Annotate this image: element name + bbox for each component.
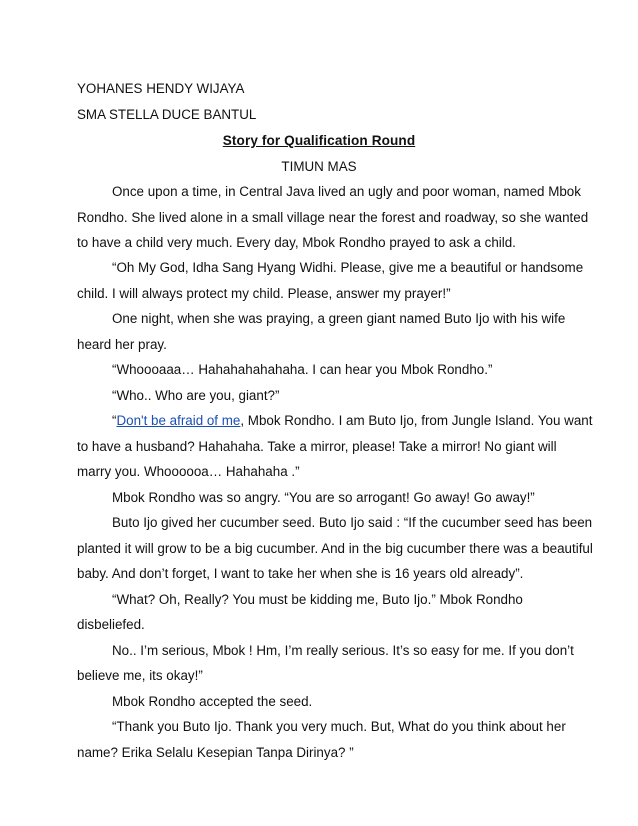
school-name: SMA STELLA DUCE BANTUL — [77, 107, 257, 122]
story-title: TIMUN MAS — [281, 159, 357, 174]
paragraph-line: Buto Ijo gived her cucumber seed. Buto Ijo said : “If the cucumber seed has been — [112, 515, 593, 530]
paragraph-line: to have a husband? Hahahaha. Take a mirror, please! Take a mirror! No giant will — [77, 439, 557, 454]
author-name: YOHANES HENDY WIJAYA — [77, 81, 245, 96]
paragraph-line: to have a child very much. Every day, Mbok Rondho prayed to ask a child. — [77, 235, 516, 250]
paragraph-line: Mbok Rondho was so angry. “You are so arrogant! Go away! Go away!” — [112, 490, 535, 505]
paragraph-line — [112, 413, 592, 429]
paragraph-line: Mbok Rondho accepted the seed. — [112, 694, 313, 709]
paragraph-line: believe me, its okay!” — [77, 668, 203, 683]
paragraph-line: child. I will always protect my child. Please, answer my prayer!” — [77, 286, 451, 301]
paragraph-line: “Who.. Who are you, giant?” — [112, 388, 280, 403]
paragraph-line: disbeliefed. — [77, 617, 145, 632]
paragraph-line: heard her pray. — [77, 337, 167, 352]
paragraph-line: name? Erika Selalu Kesepian Tanpa Dirinya? ” — [77, 745, 354, 760]
paragraph-line: “What? Oh, Really? You must be kidding me, Buto Ijo.” Mbok Rondho — [112, 592, 523, 607]
paragraph-line: Rondho. She lived alone in a small village near the forest and roadway, so she wanted — [77, 210, 589, 225]
line-continuation: , Mbok Rondho. I am Buto Ijo, from Jungle Island. You want — [240, 413, 593, 428]
paragraph-line: “Oh My God, Idha Sang Hyang Widhi. Please, give me a beautiful or handsome — [112, 260, 584, 275]
paragraph-line: Once upon a time, in Central Java lived an ugly and poor woman, named Mbok — [112, 184, 581, 199]
paragraph-line: planted it will grow to be a big cucumber. And in the big cucumber there was a beautiful — [77, 541, 593, 556]
document-title: Story for Qualification Round — [222, 133, 416, 148]
paragraph-line: baby. And don’t forget, I want to take her when she is 16 years old already”. — [77, 566, 524, 581]
paragraph-line: No.. I’m serious, Mbok ! Hm, I’m really serious. It’s so easy for me. If you don’t — [112, 643, 574, 658]
paragraph-line: “Thank you Buto Ijo. Thank you very much. But, What do you think about her — [112, 719, 566, 734]
paragraph-line: marry you. Whoooooa… Hahahaha .” — [77, 464, 300, 479]
paragraph-line: “Whoooaaa… Hahahahahahaha. I can hear you Mbok Rondho.” — [112, 362, 493, 377]
paragraph-line: One night, when she was praying, a green giant named Buto Ijo with his wife — [112, 311, 566, 326]
dont-be-afraid-link[interactable]: Don't be afraid of me — [116, 413, 241, 428]
quote-open: “ — [112, 413, 117, 428]
